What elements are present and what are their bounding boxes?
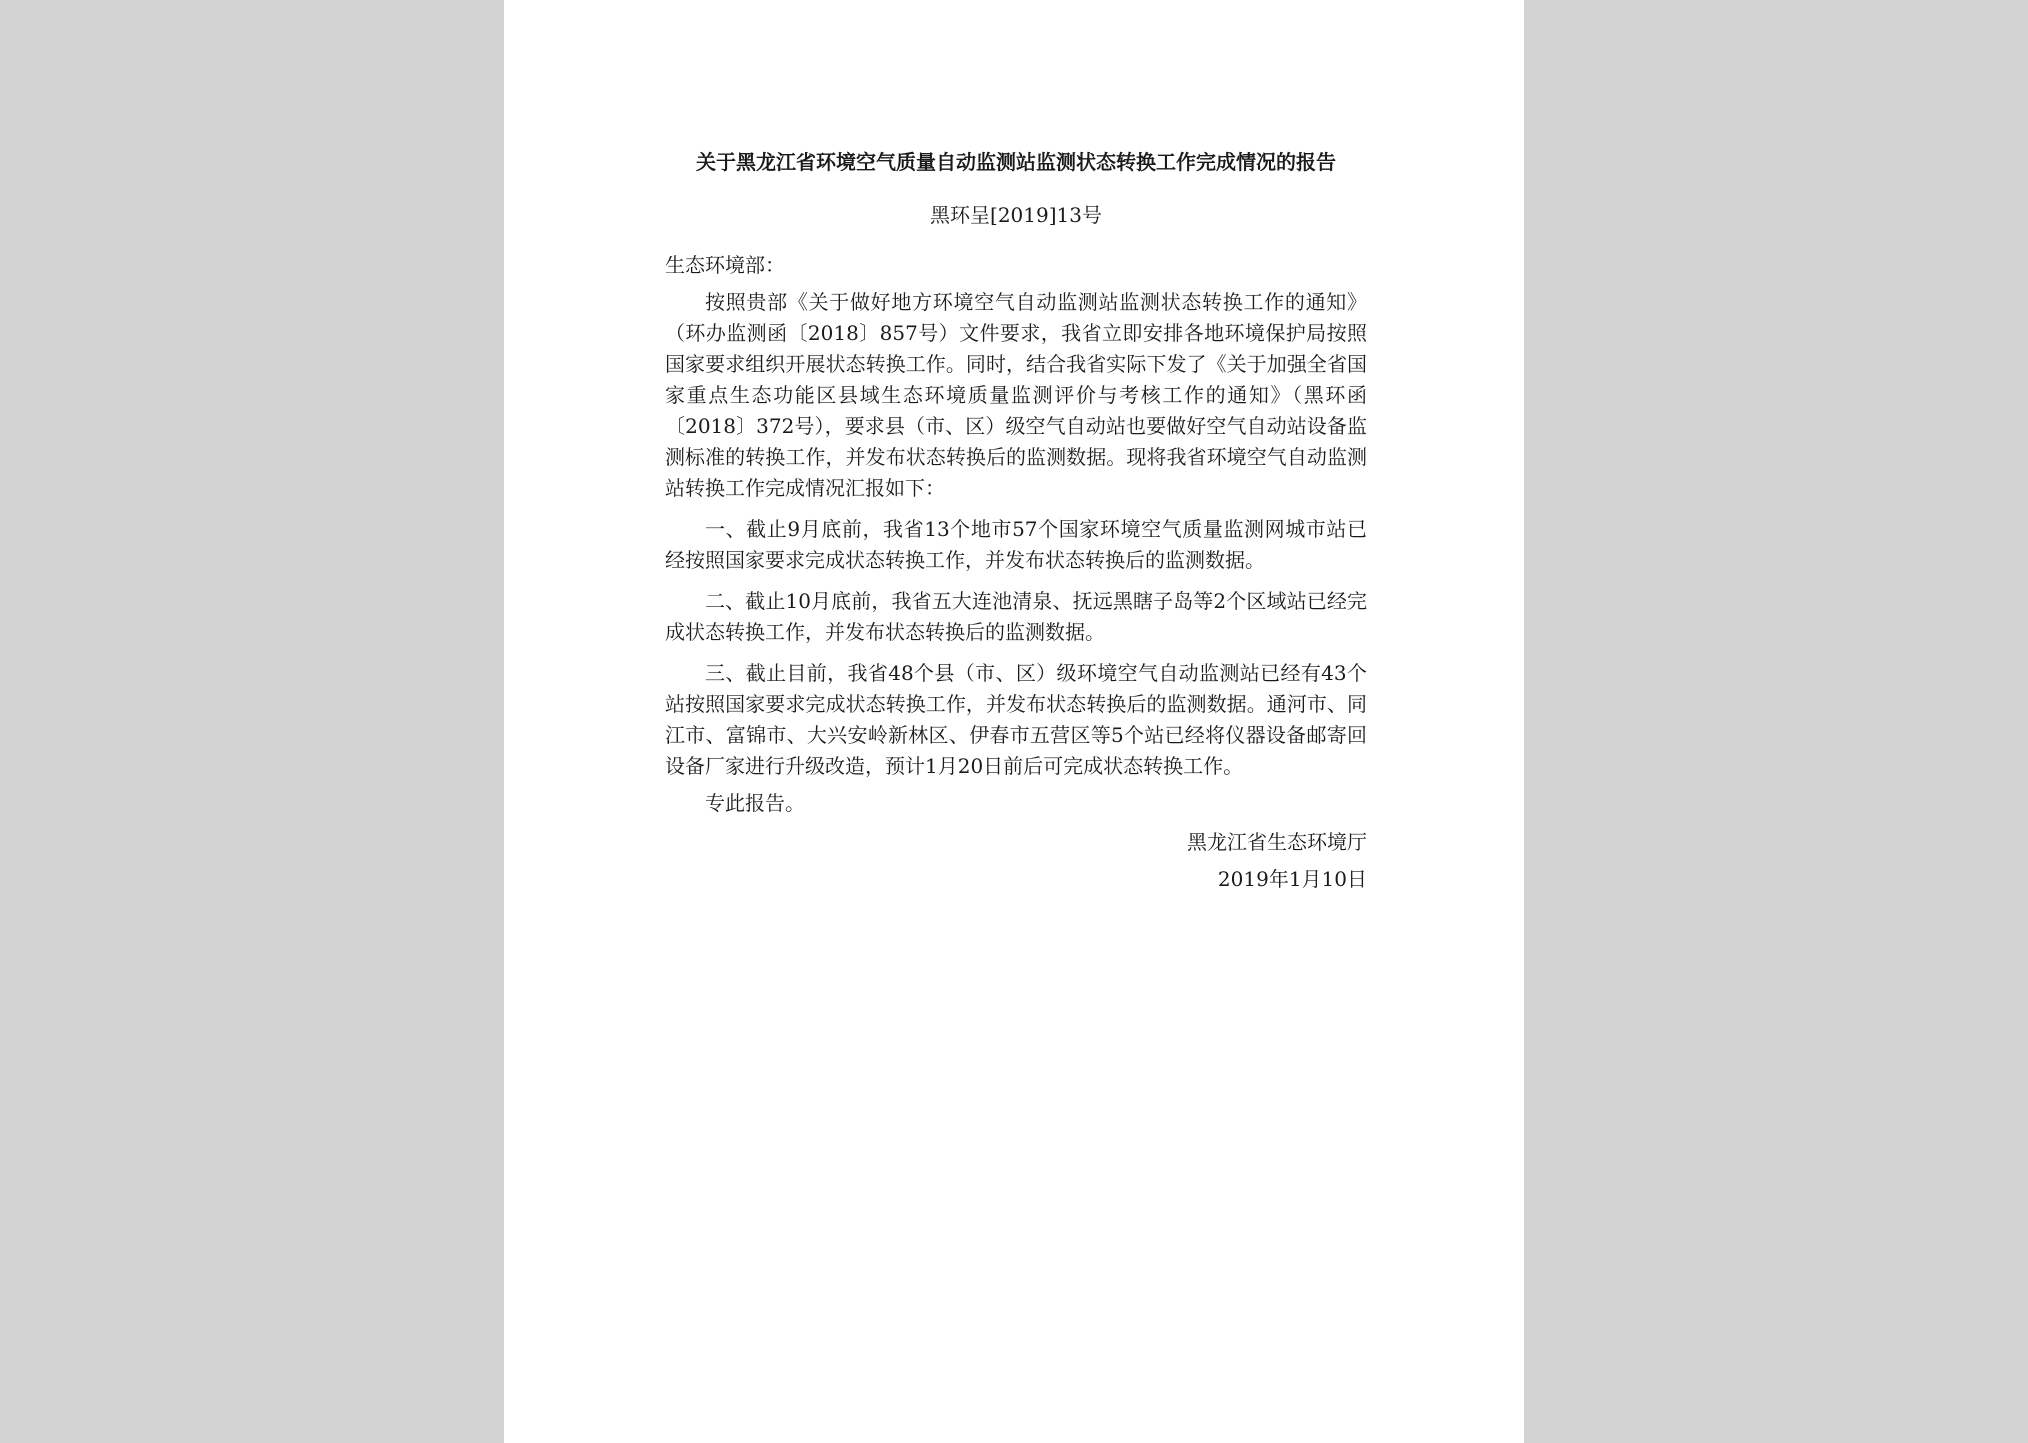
body-paragraph-item-1: 一、截止9月底前，我省13个地市57个国家环境空气质量监测网城市站已经按照国家要求完成状态转换工作，并发布状态转换后的监测数据。	[665, 517, 1367, 572]
body-paragraph-intro: 按照贵部《关于做好地方环境空气自动监测站监测状态转换工作的通知》（环办监测函〔2018〕857号）文件要求，我省立即安排各地环境保护局按照国家要求组织开展状态转换工作。同时，结合我省实际下发了《关于加强全省国家重点生态功能区县域生态环境质量监测评价与考核工作的通知》（黑环函〔2018〕372号），要求县（市、区）级空气自动站也要做好空气自动站设备监测标准的转换工作，并发布状态转换后的监测数据。现将我省环境空气自动监测站转换工作完成情况汇报如下：	[665, 290, 1367, 500]
document-page	[504, 0, 1524, 1443]
closing-line: 专此报告。	[705, 791, 805, 815]
addressee: 生态环境部：	[665, 253, 785, 277]
body-paragraph-item-2: 二、截止10月底前，我省五大连池清泉、抚远黑瞎子岛等2个区域站已经完成状态转换工作，并发布状态转换后的监测数据。	[665, 589, 1367, 644]
signature-date: 2019年1月10日	[1217, 867, 1367, 891]
document-number: 黑环呈[2019]13号	[930, 203, 1102, 227]
document-title: 关于黑龙江省环境空气质量自动监测站监测状态转换工作完成情况的报告	[696, 150, 1336, 174]
signature-organization: 黑龙江省生态环境厅	[1187, 830, 1367, 854]
document-content	[665, 146, 1367, 895]
body-paragraph-item-3: 三、截止目前，我省48个县（市、区）级环境空气自动监测站已经有43个站按照国家要求完成状态转换工作，并发布状态转换后的监测数据。通河市、同江市、富锦市、大兴安岭新林区、伊春市五营区等5个站已经将仪器设备邮寄回设备厂家进行升级改造，预计1月20日前后可完成状态转换工作。	[665, 661, 1367, 778]
